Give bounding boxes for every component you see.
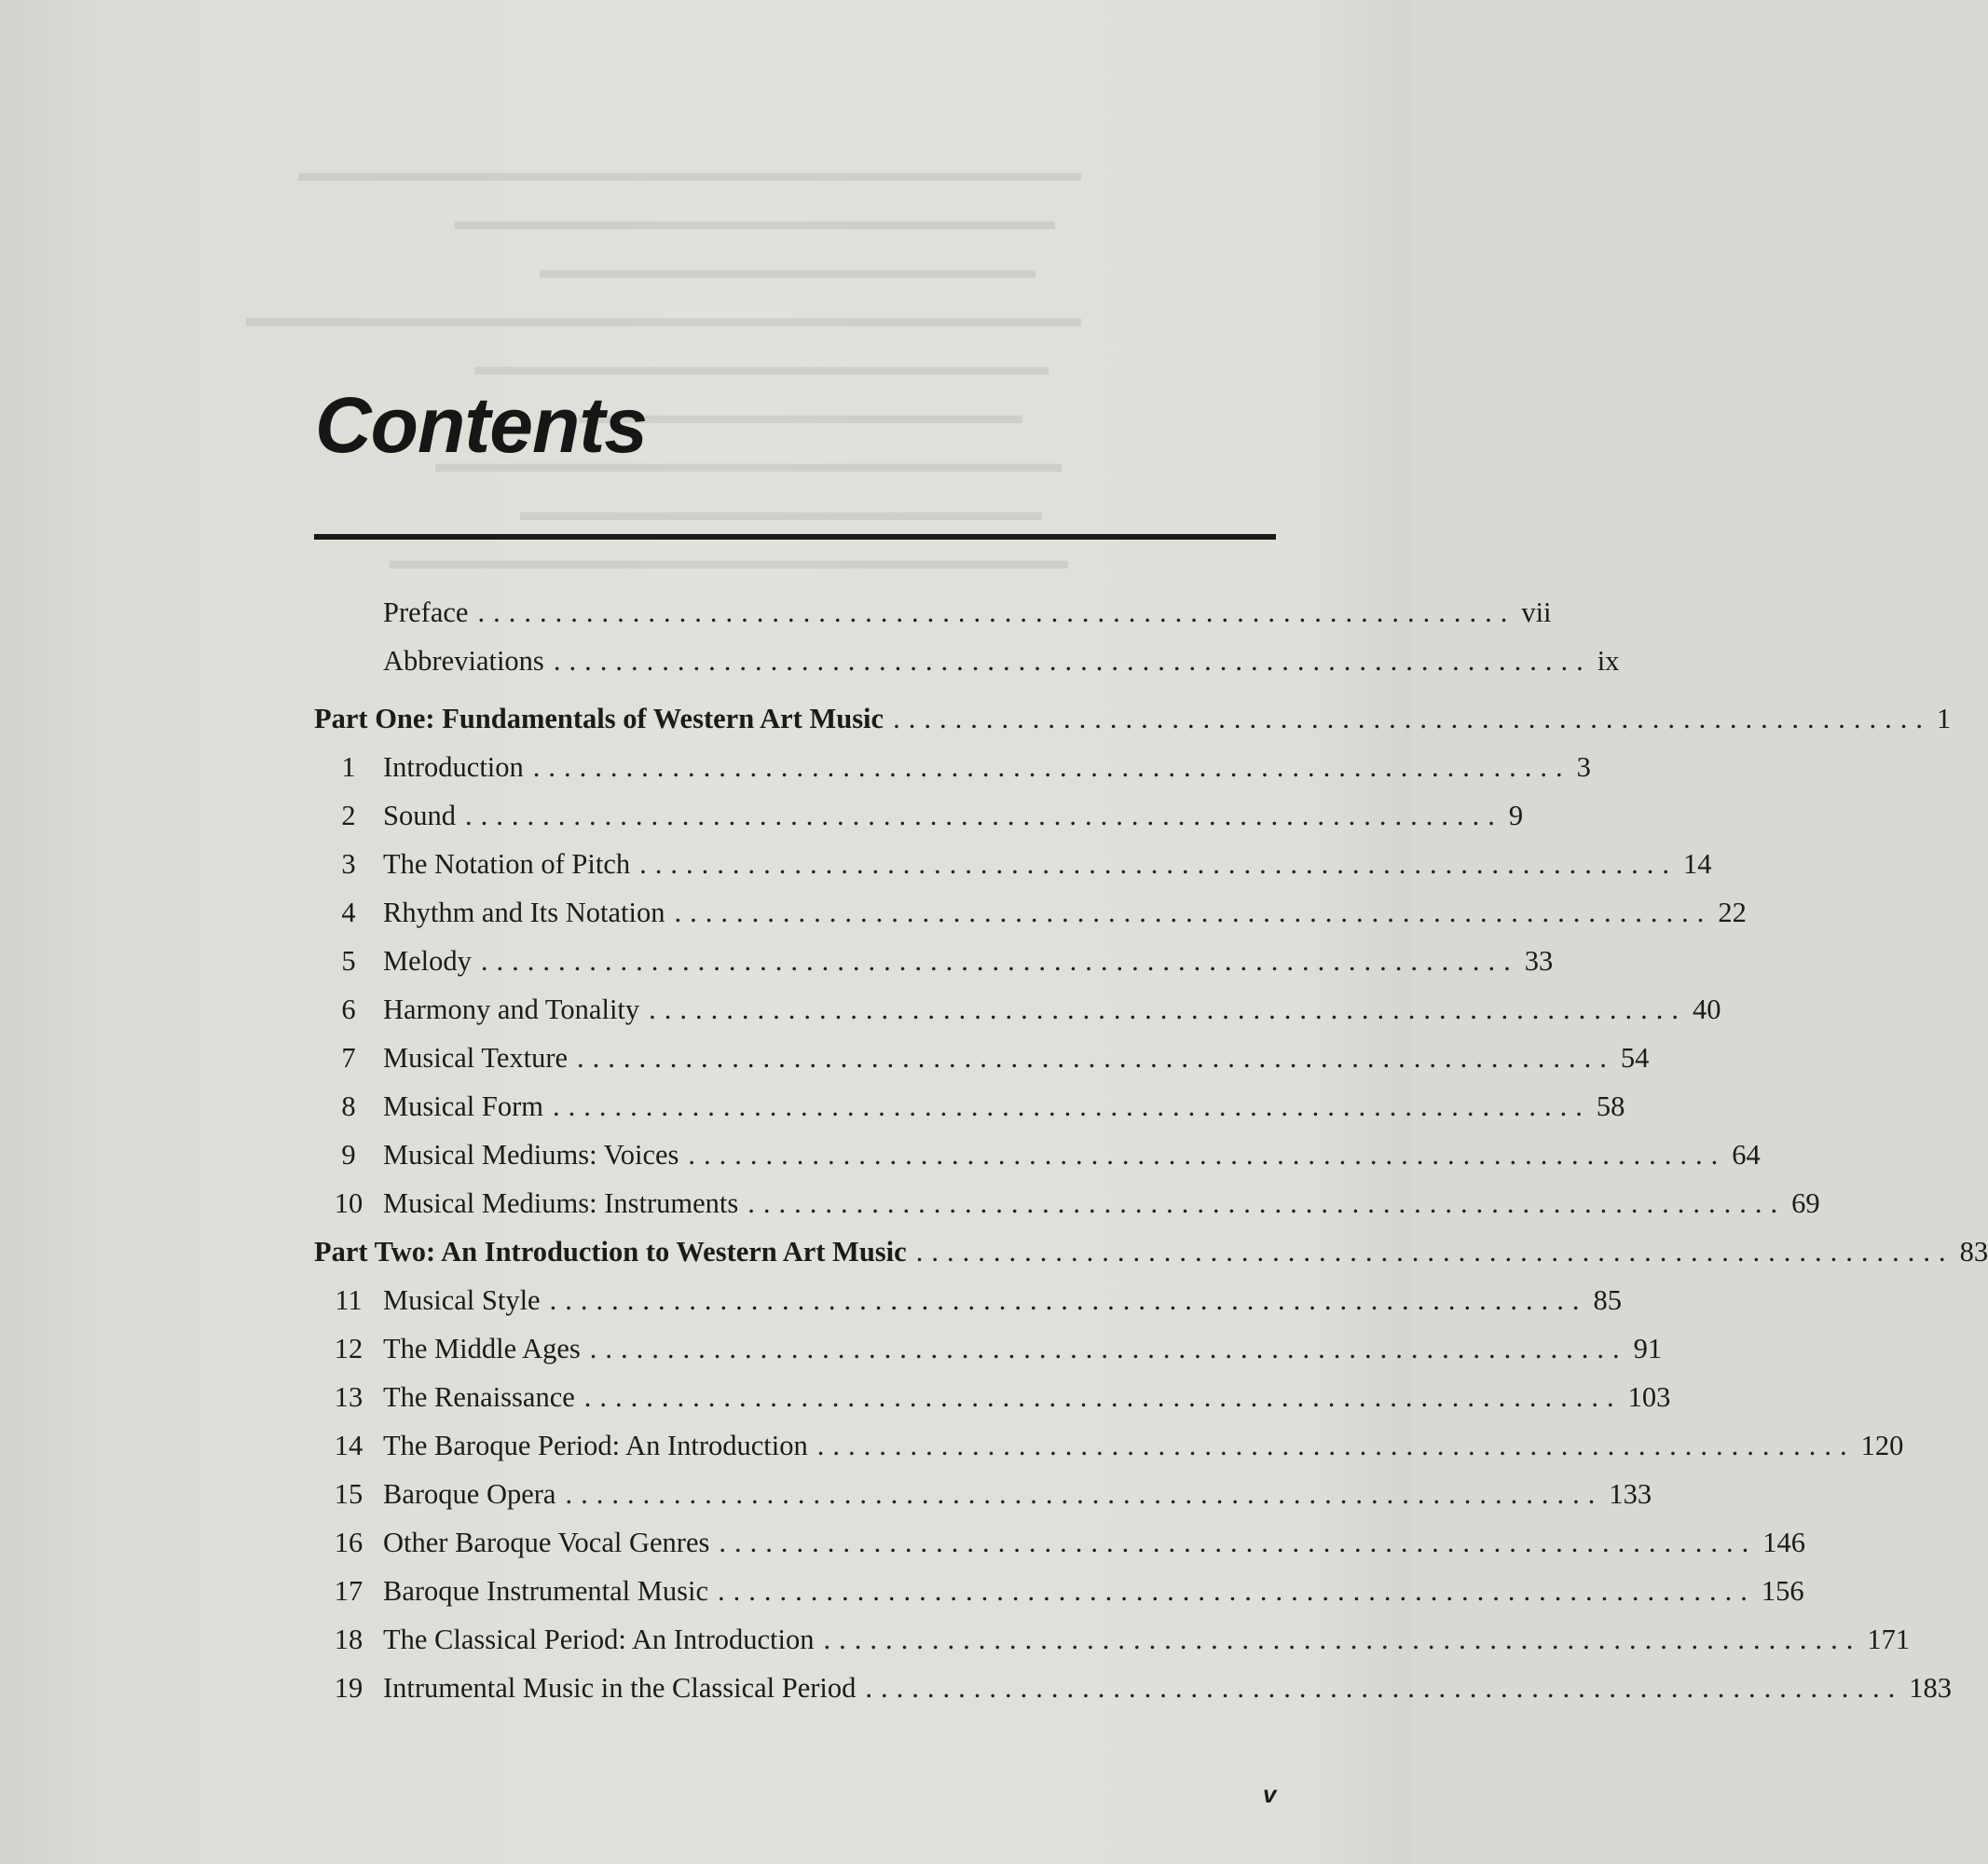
chapter-title: Introduction: [383, 751, 524, 783]
entry-label: Abbreviations: [383, 645, 544, 677]
dot-leader: ...................................................................: [816, 1430, 1856, 1461]
chapter-number: 8: [341, 1090, 356, 1122]
toc-chapter[interactable]: [314, 897, 1747, 945]
chapter-number: 18: [334, 1624, 363, 1655]
chapter-page: 156: [1761, 1575, 1804, 1607]
chapter-number: 17: [334, 1575, 363, 1607]
part-page: 1: [1936, 703, 1952, 734]
page-folio: v: [1263, 1780, 1277, 1808]
chapter-page: 9: [1508, 800, 1524, 831]
toc-part-two[interactable]: [314, 1236, 1988, 1284]
chapter-page: 64: [1732, 1139, 1761, 1171]
dot-leader: ...................................................................: [532, 751, 1571, 783]
chapter-title: The Baroque Period: An Introduction: [383, 1430, 808, 1461]
chapter-title: Sound: [383, 800, 456, 831]
chapter-title: Melody: [383, 945, 472, 977]
chapter-title: Musical Mediums: Voices: [383, 1139, 679, 1171]
chapter-number: 5: [341, 945, 356, 977]
chapter-page: 69: [1791, 1187, 1820, 1219]
chapter-page: 103: [1627, 1381, 1671, 1413]
chapter-page: 133: [1609, 1478, 1652, 1510]
dot-leader: ...................................................................: [915, 1236, 1954, 1268]
page-title: Contents: [315, 381, 647, 469]
toc-chapter[interactable]: [314, 1575, 1804, 1624]
chapter-page: 3: [1576, 751, 1591, 783]
chapter-title: Musical Form: [383, 1090, 543, 1122]
dot-leader: ...................................................................: [589, 1333, 1628, 1364]
chapter-title: Musical Style: [383, 1284, 541, 1316]
toc-chapter[interactable]: [314, 1333, 1663, 1381]
chapter-title: The Middle Ages: [383, 1333, 581, 1364]
chapter-page: 58: [1596, 1090, 1625, 1122]
chapter-page: 146: [1762, 1527, 1805, 1558]
chapter-page: 120: [1860, 1430, 1904, 1461]
chapter-page: 91: [1633, 1333, 1663, 1364]
toc-chapter[interactable]: [314, 1672, 1953, 1720]
dot-leader: ...................................................................: [477, 596, 1516, 628]
toc-chapter[interactable]: [314, 1430, 1904, 1478]
dot-leader: ...................................................................: [674, 897, 1713, 928]
chapter-title: Musical Mediums: Instruments: [383, 1187, 739, 1219]
chapter-title: The Renaissance: [383, 1381, 575, 1413]
chapter-title: Intrumental Music in the Classical Period: [383, 1672, 857, 1704]
show-through-text: ▬▬▬▬▬▬▬▬▬▬▬▬▬▬▬▬▬▬▬▬▬▬▬▬▬▬▬▬▬▬ ▬▬▬▬▬▬▬▬▬▬▬▬▬▬▬▬▬▬▬▬▬▬▬ ▬▬▬▬▬▬▬▬▬▬▬▬▬▬▬▬▬▬▬ ▬▬▬▬▬▬▬▬▬▬▬▬▬▬▬▬▬▬▬▬▬▬▬▬▬▬▬▬▬▬▬▬ ▬▬▬▬▬▬▬▬▬▬▬▬▬▬▬▬▬▬▬▬▬▬ ▬▬▬▬▬▬▬▬▬▬▬▬▬▬▬▬▬ ▬▬▬▬▬▬▬▬▬▬▬▬▬▬▬▬▬▬▬▬▬▬▬▬ ▬▬▬▬▬▬▬▬▬▬▬▬▬▬▬▬▬▬▬▬ ▬▬▬▬▬▬▬▬▬▬▬▬▬▬▬▬▬▬▬▬▬▬▬▬▬▬: [246, 158, 1081, 575]
chapter-number: 13: [334, 1381, 363, 1413]
table-of-contents: [314, 596, 1988, 1720]
toc-chapter[interactable]: [314, 1478, 1652, 1527]
toc-chapter[interactable]: [314, 751, 1591, 800]
chapter-number: 14: [334, 1430, 363, 1461]
part-label: Part One: Fundamentals of Western Art Music: [314, 703, 884, 734]
title-rule: [314, 534, 1276, 540]
dot-leader: ...................................................................: [553, 645, 1592, 677]
chapter-number: 16: [334, 1527, 363, 1558]
entry-page: vii: [1521, 596, 1552, 628]
chapter-number: 2: [341, 800, 356, 831]
chapter-title: The Classical Period: An Introduction: [383, 1624, 815, 1655]
part-label: Part Two: An Introduction to Western Art Music: [314, 1236, 907, 1268]
toc-chapter[interactable]: [314, 1381, 1671, 1430]
dot-leader: ...................................................................: [893, 703, 1931, 734]
entry-label: Preface: [383, 596, 469, 628]
toc-chapter[interactable]: [314, 1284, 1622, 1333]
chapter-number: 15: [334, 1478, 363, 1510]
chapter-number: 12: [334, 1333, 363, 1364]
toc-chapter[interactable]: [314, 1624, 1911, 1672]
chapter-title: Musical Texture: [383, 1042, 569, 1074]
dot-leader: ...................................................................: [565, 1478, 1604, 1510]
toc-entry-abbreviations[interactable]: [314, 645, 1620, 693]
chapter-number: 10: [334, 1187, 363, 1219]
chapter-title: Harmony and Tonality: [383, 994, 640, 1025]
chapter-page: 22: [1718, 897, 1747, 928]
chapter-title: Other Baroque Vocal Genres: [383, 1527, 710, 1558]
chapter-number: 9: [341, 1139, 356, 1171]
chapter-title: The Notation of Pitch: [383, 848, 631, 880]
part-page: 83: [1959, 1236, 1988, 1268]
dot-leader: ...................................................................: [688, 1139, 1727, 1171]
toc-chapter[interactable]: [314, 800, 1524, 848]
chapter-page: 54: [1620, 1042, 1650, 1074]
toc-chapter[interactable]: [314, 945, 1554, 994]
toc-chapter[interactable]: [314, 1527, 1805, 1575]
chapter-number: 7: [341, 1042, 356, 1074]
chapter-title: Rhythm and Its Notation: [383, 897, 665, 928]
dot-leader: ...................................................................: [823, 1624, 1862, 1655]
dot-leader: ...................................................................: [549, 1284, 1588, 1316]
chapter-page: 85: [1593, 1284, 1622, 1316]
chapter-page: 183: [1909, 1672, 1953, 1704]
dot-leader: ...................................................................: [639, 848, 1679, 880]
chapter-number: 19: [334, 1672, 363, 1704]
chapter-number: 11: [335, 1284, 363, 1316]
chapter-title: Baroque Opera: [383, 1478, 556, 1510]
chapter-number: 6: [341, 994, 356, 1025]
dot-leader: ...................................................................: [577, 1042, 1615, 1074]
dot-leader: ...................................................................: [649, 994, 1688, 1025]
toc-part-one[interactable]: [314, 703, 1952, 751]
chapter-page: 14: [1683, 848, 1712, 880]
chapter-number: 1: [341, 751, 356, 783]
toc-chapter[interactable]: [314, 1090, 1625, 1139]
chapter-page: 40: [1693, 994, 1721, 1025]
dot-leader: ...................................................................: [552, 1090, 1591, 1122]
toc-chapter[interactable]: [314, 1139, 1761, 1187]
toc-chapter[interactable]: [314, 1042, 1650, 1090]
chapter-title: Baroque Instrumental Music: [383, 1575, 708, 1607]
chapter-number: 4: [341, 897, 356, 928]
chapter-page: 171: [1867, 1624, 1911, 1655]
dot-leader: ...................................................................: [480, 945, 1519, 977]
dot-leader: ...................................................................: [747, 1187, 1787, 1219]
chapter-number: 3: [341, 848, 356, 880]
dot-leader: ...................................................................: [583, 1381, 1623, 1413]
toc-chapter[interactable]: [314, 848, 1712, 897]
entry-page: ix: [1597, 645, 1620, 677]
dot-leader: ...................................................................: [865, 1672, 1904, 1704]
dot-leader: ...................................................................: [717, 1575, 1756, 1607]
chapter-page: 33: [1524, 945, 1554, 977]
dot-leader: ...................................................................: [719, 1527, 1758, 1558]
toc-entry-preface[interactable]: [314, 596, 1552, 645]
toc-chapter[interactable]: [314, 1187, 1820, 1236]
toc-chapter[interactable]: [314, 994, 1721, 1042]
dot-leader: ...................................................................: [464, 800, 1503, 831]
